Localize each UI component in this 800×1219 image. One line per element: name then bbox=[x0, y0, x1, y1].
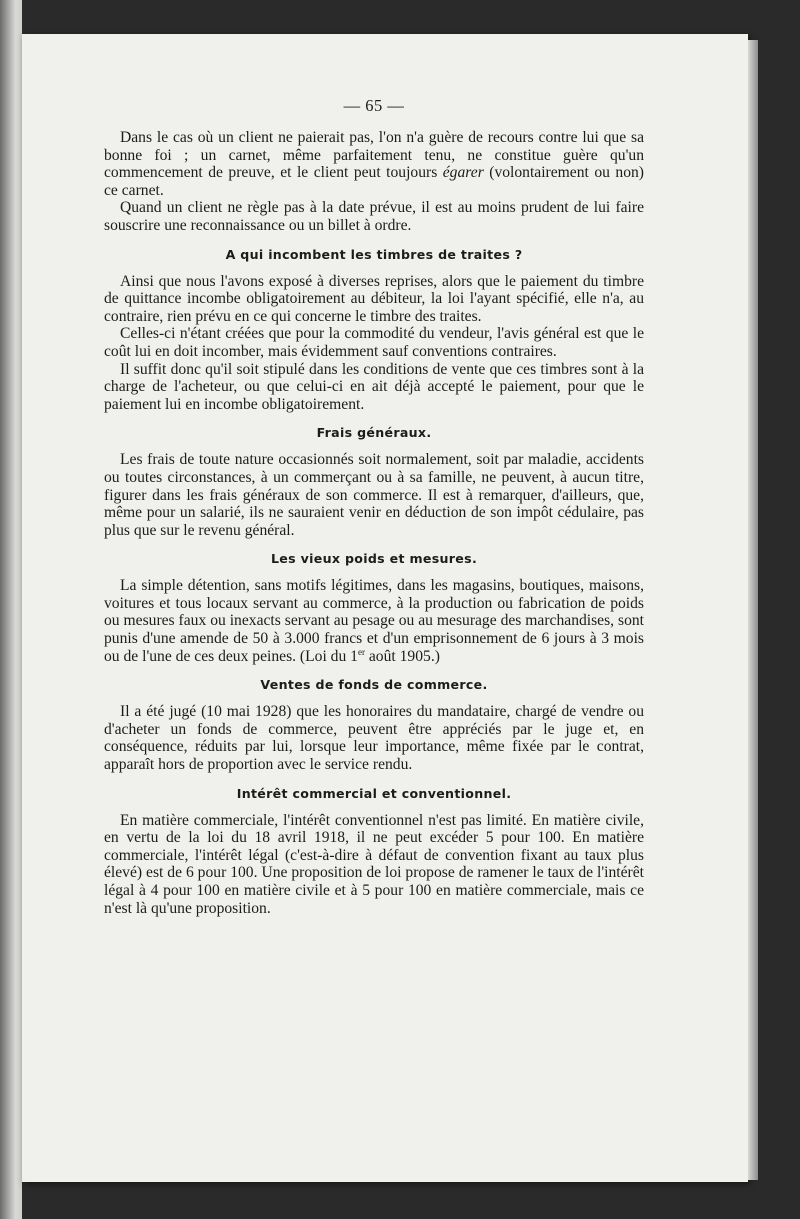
section-heading: Frais généraux. bbox=[316, 425, 432, 441]
section-heading: A qui incombent les timbres de traites ? bbox=[225, 246, 523, 262]
section-heading: Ventes de fonds de commerce. bbox=[260, 677, 488, 693]
paragraph: Quand un client ne règle pas à la date prévue, il est au moins prudent de lui faire souscrire une reconnaissance ou un billet à ordre. bbox=[104, 199, 644, 234]
document-page bbox=[22, 34, 748, 1182]
paragraph: Ainsi que nous l'avons exposé à diverses reprises, alors que le paiement du timbre de quittance incombe obligatoirement au débiteur, la loi l'ayant spécifié, elle n'a, au contraire, rien prévu en ce qui concerne le timbre des traites. bbox=[104, 272, 644, 325]
paragraph: Dans le cas où un client ne paierait pas, l'on n'a guère de recours contre lui que sa bonne foi ; un carnet, même parfaitement tenu, ne constitue guère qu'un commencement de preuve, et le client peut toujours égarer (volontairement ou non) ce carnet. bbox=[104, 129, 644, 199]
page-number: — 65 — bbox=[343, 96, 405, 115]
paragraph: Il suffit donc qu'il soit stipulé dans les conditions de vente que ces timbres sont à la charge de l'acheteur, ou que celui-ci en ait déjà accepté le paiement, pour que le paiement lui en incombe obligatoirement. bbox=[104, 360, 644, 413]
superscript: er bbox=[357, 646, 365, 657]
paragraph: Il a été jugé (10 mai 1928) que les honoraires du mandataire, chargé de vendre ou d'acheter un fonds de commerce, peuvent être appréciés par le juge et, en conséquence, réduits par lui, lorsque leur importance, même fixée par le contrat, apparaît hors de proportion avec le service rendu. bbox=[104, 703, 644, 774]
section-heading: Intérêt commercial et conventionnel. bbox=[236, 785, 512, 801]
paragraph: La simple détention, sans motifs légitimes, dans les magasins, boutiques, maisons, voitures et tous locaux servant au commerce, à la production ou fabrication de poids ou mesures faux ou inexacts servant au pesage ou au mesurage des marchandises, sont punis d'une amende de 50 à 3.000 francs et d'un emprisonnement de 6 jours à 3 mois ou de l'une de ces deux peines. (Loi du 1er août 1905.) bbox=[104, 577, 644, 665]
section-heading: Les vieux poids et mesures. bbox=[270, 551, 478, 567]
paragraph: Les frais de toute nature occasionnés soit normalement, soit par maladie, accidents ou toutes circonstances, à un commerçant ou à sa famille, ne peuvent, à aucun titre, figurer dans les frais généraux de son commerce. Il est à remarquer, d'ailleurs, que, même pour un salarié, ils ne sauraient venir en déduction de son impôt cédulaire, pas plus que sur le revenu général. bbox=[104, 451, 644, 539]
adjacent-page-edge bbox=[0, 0, 22, 1219]
paragraph: Celles-ci n'étant créées que pour la commodité du vendeur, l'avis général est que le coût lui en doit incomber, mais évidemment sauf conventions contraires. bbox=[104, 325, 644, 360]
page-stack-edge bbox=[748, 40, 758, 1180]
page-content bbox=[104, 96, 644, 917]
emphasized-word: égarer bbox=[442, 164, 484, 182]
paragraph: En matière commerciale, l'intérêt conventionnel n'est pas limité. En matière civile, en vertu de la loi du 18 avril 1918, il ne peut excéder 5 pour 100. En matière commerciale, l'intérêt légal (c'est-à-dire à défaut de convention fixant au taux plus élevé) est de 6 pour 100. Une proposition de loi propose de ramener le taux de l'intérêt légal à 4 pour 100 en matière civile et à 5 pour 100 en matière commerciale, mais ce n'est là qu'une proposition. bbox=[104, 811, 644, 917]
